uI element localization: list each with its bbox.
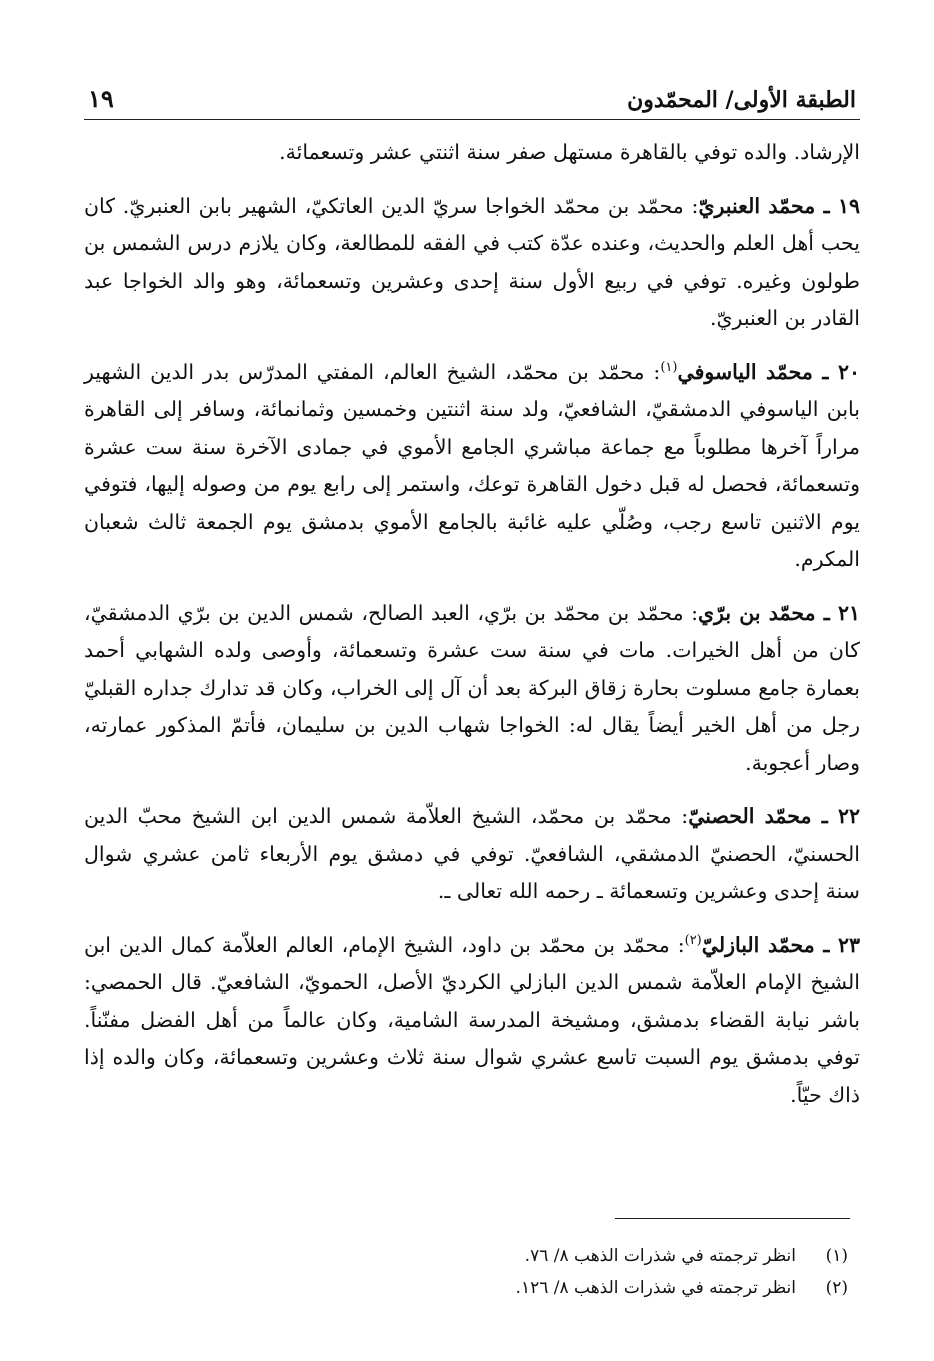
entry-heading: ٢٠ ـ محمّد الياسوفي: [677, 359, 860, 384]
entry-heading: ٢٣ ـ محمّد البازليّ: [701, 932, 860, 957]
footnote-item: [88, 1272, 848, 1304]
entry-text: : محمّد بن محمّد، الشيخ العلاّمة شمس الدين ابن الشيخ محبّ الدين الحسنيّ، الحصنيّ الدمشقي، الشافعيّ. توفي في دمشق يوم الأربعاء ثامن عشري شوال سنة إحدى وعشرين وتسعمائة ـ رحمه الله تعالى ـ.: [84, 804, 860, 903]
entry-text: : محمّد بن محمّد الخواجا سريّ الدين العاتكيّ، الشهير بابن العنبريّ. كان يحب أهل العلم والحديث، وعنده عدّة كتب في الفقه للمطالعة، وكان يلازم درس الشمس بن طولون وغيره. توفي في ربيع الأول سنة إحدى وعشرين وتسعمائة، وهو والد الخواجا عبد القادر بن العنبريّ.: [84, 193, 860, 330]
running-head: الطبقة الأولى/ المحمّدون: [627, 87, 856, 113]
page-number: ١٩: [88, 84, 114, 113]
footnote-reference: (١): [660, 359, 678, 375]
entry-20: [84, 354, 860, 579]
footnote-mark: (١): [825, 1246, 848, 1266]
footnote-text: انظر ترجمته في شذرات الذهب ٨/ ٧٦.: [524, 1246, 796, 1266]
footnote-mark: (٢): [825, 1278, 848, 1298]
entry-text: : محمّد بن محمّد بن برّي، العبد الصالح، شمس الدين بن برّي الدمشقيّ، كان من أهل الخيرات. مات في سنة ست عشرة وتسعمائة، وأوصى ولده الشهابي أحمد بعمارة جامع مسلوت بحارة زقاق البركة بعد أن آل إلى الخراب، وكان قد تدارك جداره القبليّ رجل من أهل الخير أيضاً يقال له: الخواجا شهاب الدين بن سليمان، فأتمّ المذكور عمارته، وصار أعجوبة.: [84, 600, 860, 775]
body-text: [84, 134, 860, 1114]
paragraph-continuation: [84, 134, 860, 172]
entry-21: [84, 595, 860, 783]
paragraph-text: الإرشاد. والده توفي بالقاهرة مستهل صفر سنة اثنتي عشر وتسعمائة.: [279, 140, 860, 164]
entry-text: : محمّد بن محمّد، الشيخ العالم، المفتي المدرّس بدر الدين الشهير بابن الياسوفي الدمشقيّ، الشافعيّ، ولد سنة اثنتين وخمسين وثمانمائة، وسافر إلى القاهرة مراراً آخرها مطلوباً مع جماعة مباشري الجامع الأموي في جمادى الآخرة سنة ست عشرة وتسعمائة، فحصل له قبل دخول القاهرة توعك، واستمر إلى رابع يوم من وصوله إليها، فتوفي يوم الاثنين تاسع رجب، وصُلّي عليه غائبة بالجامع الأموي بدمشق يوم الجمعة ثالث شعبان المكرم.: [84, 359, 860, 571]
entry-19: [84, 188, 860, 338]
footnote-reference: (٢): [684, 932, 702, 948]
entry-22: [84, 798, 860, 911]
footnote-divider: [615, 1218, 850, 1219]
entry-heading: ١٩ ـ محمّد العنبريّ: [698, 193, 860, 218]
footnotes: [88, 1240, 848, 1304]
footnote-text: انظر ترجمته في شذرات الذهب ٨/ ١٢٦.: [515, 1278, 796, 1298]
page-header: [84, 80, 860, 120]
entry-23: [84, 927, 860, 1115]
entry-heading: ٢١ ـ محمّد بن برّي: [698, 600, 860, 625]
entry-heading: ٢٢ ـ محمّد الحصنيّ: [688, 804, 860, 828]
footnote-item: [88, 1240, 848, 1272]
entry-text: : محمّد بن محمّد بن داود، الشيخ الإمام، العالم العلاّمة كمال الدين ابن الشيخ الإمام العلاّمة شمس الدين البازلي الكرديّ الأصل، الحمويّ، الشافعيّ. قال الحمصي: باشر نيابة القضاء بدمشق، ومشيخة المدرسة الشامية، وكان عالماً من أهل الفضل مفنّناً. توفي بدمشق يوم السبت تاسع عشري شوال سنة ثلاث وعشرين وتسعمائة، وكان والده إذا ذاك حيّاً.: [84, 932, 860, 1107]
